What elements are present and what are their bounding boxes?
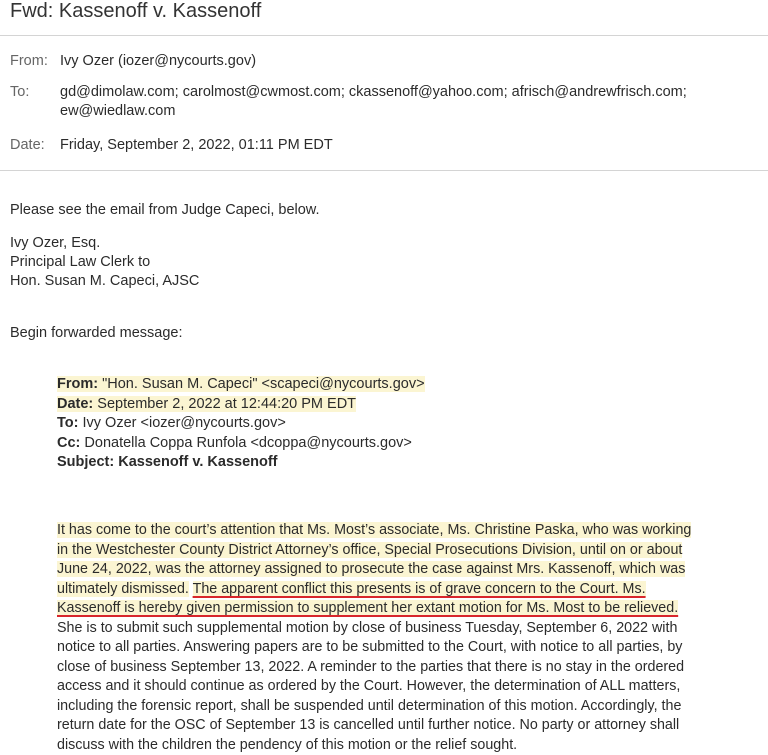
fwd-subject-label: Subject: <box>57 454 115 470</box>
to-line-2[interactable]: ew@wiedlaw.com <box>60 103 176 119</box>
fwd-to-value[interactable]: Ivy Ozer <iozer@nycourts.gov> <box>82 415 286 431</box>
signature-judge: Hon. Susan M. Capeci, AJSC <box>10 273 200 289</box>
fwd-from-line <box>57 376 425 392</box>
from-label: From: <box>10 53 48 69</box>
body-line: in the Westchester County District Attorney’s office, Special Prosecutions Division, until on or about <box>57 541 683 558</box>
fwd-date-value: September 2, 2022 at 12:44:20 PM EDT <box>97 395 357 412</box>
fwd-cc-value[interactable]: Donatella Coppa Runfola <dcoppa@nycourts.gov> <box>84 434 412 451</box>
body-line: It has come to the court’s attention that Ms. Most’s associate, Ms. Christine Paska, who was working <box>57 522 692 538</box>
fwd-subject-value: Kassenoff v. Kassenoff <box>118 454 278 470</box>
to-line-1[interactable]: gd@dimolaw.com; carolmost@cwmost.com; ckassenoff@yahoo.com; afrisch@andrewfrisch.com; <box>60 84 687 100</box>
underlined-sentence-cont: Kassenoff is hereby given permission to supplement her extant motion for Ms. Most to be relieved. <box>57 600 679 616</box>
body-line: close of business September 13, 2022. A reminder to the parties that there is no stay in the ordered <box>57 658 685 675</box>
fwd-from-label: From: <box>57 376 99 392</box>
body-line: access and it should continue as ordered by the Court. However, the determination of ALL matters, <box>57 678 681 694</box>
fwd-date-label: Date: <box>57 395 94 412</box>
email-subject: Fwd: Kassenoff v. Kassenoff <box>10 0 262 22</box>
to-row <box>10 83 760 123</box>
signature-block <box>10 234 199 291</box>
header-divider-bottom <box>0 170 768 171</box>
date-label: Date: <box>10 137 45 153</box>
body-line: She is to submit such supplemental motion by close of business Tuesday, September 6, 2022 with <box>57 619 678 636</box>
signature-title: Principal Law Clerk to <box>10 254 151 270</box>
begin-forwarded-label: Begin forwarded message: <box>10 325 183 341</box>
date-value: Friday, September 2, 2022, 01:11 PM EDT <box>60 137 333 153</box>
forwarded-header <box>57 375 425 473</box>
signature-name: Ivy Ozer, Esq. <box>10 235 101 251</box>
underlined-sentence: The apparent conflict this presents is of grave concern to the Court. Ms. <box>192 580 646 597</box>
date-row <box>10 136 760 154</box>
body-line: including the forensic report, shall be suspended until determination of this motion. Accordingly, the <box>57 697 682 714</box>
body-line: notice to all parties. Answering papers are to be submitted to the Court, with notice to all parties, by <box>57 639 683 655</box>
forwarded-body <box>57 521 763 755</box>
fwd-date-line <box>57 396 356 412</box>
body-line: June 24, 2022, was the attorney assigned to prosecute the case against Mrs. Kassenoff, which was <box>57 561 686 577</box>
body-line: return date for the OSC of September 13 is cancelled until further notice. No party or attorney shall <box>57 717 680 733</box>
fwd-to-label: To: <box>57 415 79 431</box>
fwd-cc-label: Cc: <box>57 434 81 451</box>
from-value[interactable]: Ivy Ozer (iozer@nycourts.gov) <box>60 53 257 69</box>
header-divider-top <box>0 35 768 36</box>
intro-text: Please see the email from Judge Capeci, below. <box>10 202 320 218</box>
to-label: To: <box>10 84 30 100</box>
to-value[interactable] <box>60 83 760 121</box>
body-line: discuss with the children the pendency of this motion or the relief sought. <box>57 736 518 753</box>
body-line: ultimately dismissed. <box>57 580 189 597</box>
fwd-from-value[interactable]: "Hon. Susan M. Capeci" <scapeci@nycourts.gov> <box>102 376 425 392</box>
from-row <box>10 52 760 70</box>
